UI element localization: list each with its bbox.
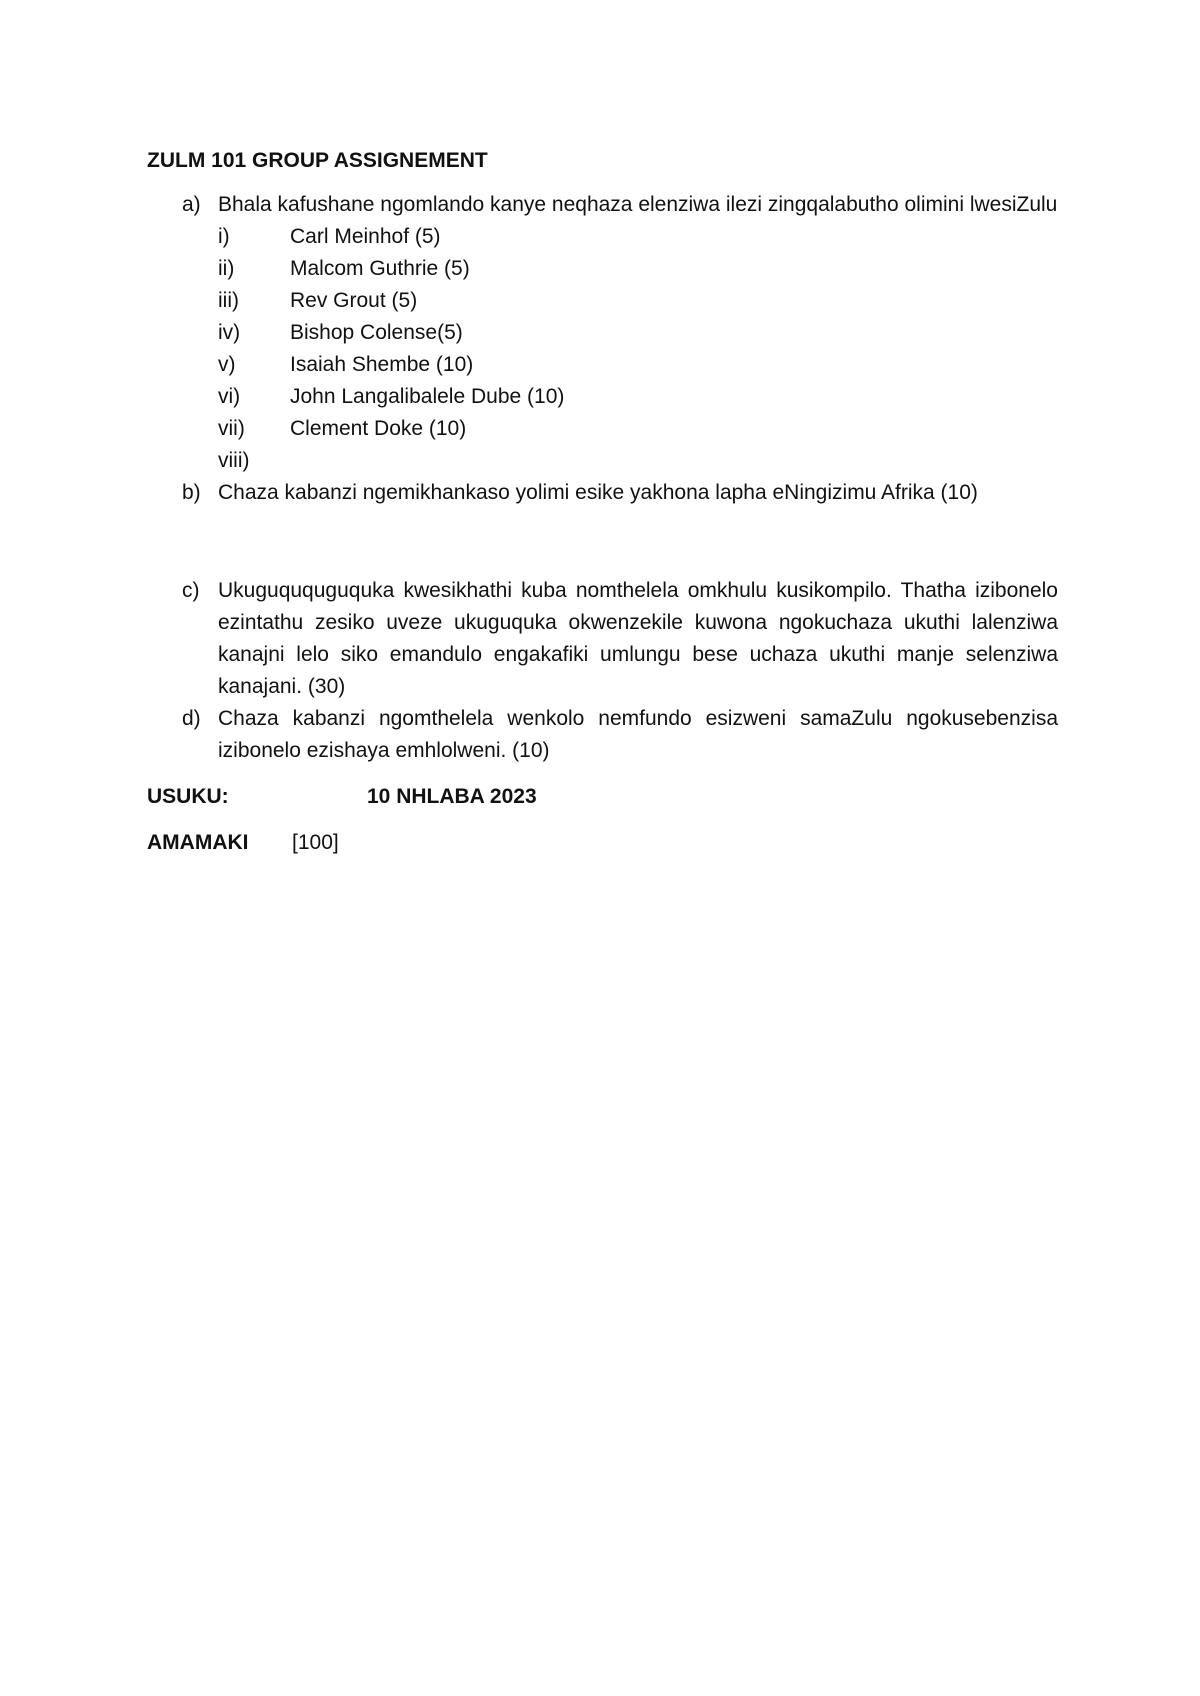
document-content (147, 145, 1058, 859)
subitem-label: iii) (218, 289, 239, 312)
subitem-text: Carl Meinhof (5) (290, 225, 441, 248)
subitem-label: vii) (218, 417, 245, 440)
date-label: USUKU: (147, 785, 229, 808)
subitem-text: John Langalibalele Dube (10) (290, 385, 565, 408)
subitem-text: Isaiah Shembe (10) (290, 353, 474, 376)
question-a-body (218, 189, 1058, 477)
question-c (147, 575, 1058, 703)
subitem (218, 317, 1058, 349)
question-d (147, 703, 1058, 767)
subitem-text (290, 445, 1058, 477)
subitem-label: ii) (218, 257, 235, 280)
subitem-text: Malcom Guthrie (5) (290, 257, 470, 280)
marks-label: AMAMAKI (147, 831, 249, 854)
question-a-subitems (218, 221, 1058, 477)
subitem-text: Bishop Colense(5) (290, 321, 463, 344)
subitem (218, 221, 1058, 253)
date-row (147, 781, 1058, 813)
question-b-text: Chaza kabanzi ngemikhankaso yolimi esike yakhona lapha eNingizimu Afrika (10) (218, 481, 978, 504)
question-d-label: d) (182, 707, 201, 730)
subitem (218, 445, 1058, 477)
question-b-label: b) (182, 481, 201, 504)
subitem (218, 253, 1058, 285)
subitem-label: viii) (218, 449, 250, 472)
subitem-text: Clement Doke (10) (290, 417, 467, 440)
question-d-text: Chaza kabanzi ngomthelela wenkolo nemfundo esizweni samaZulu ngokusebenzisa izibonelo ezishaya emhlolweni. (10) (218, 707, 1058, 762)
subitem (218, 413, 1058, 445)
subitem-label: i) (218, 225, 230, 248)
subitem-label: iv) (218, 321, 241, 344)
marks-value: [100] (292, 831, 339, 854)
question-a-text: Bhala kafushane ngomlando kanye neqhaza elenziwa ilezi zingqalabutho olimini lwesiZulu (218, 193, 1058, 216)
spacer (147, 509, 1058, 575)
subitem-label: v) (218, 353, 236, 376)
subitem (218, 381, 1058, 413)
question-a (147, 189, 1058, 477)
question-a-label: a) (182, 193, 201, 216)
subitem (218, 349, 1058, 381)
date-value: 10 NHLABA 2023 (367, 785, 537, 808)
subitem-label: vi) (218, 385, 241, 408)
question-c-text: Ukuguququguquka kwesikhathi kuba nomthelela omkhulu kusikompilo. Thatha izibonelo ezintathu zesiko uveze ukuguquka okwenzekile kuwona ngokuchaza ukuthi lalenziwa kanajni lelo siko emandulo engakafiki umlungu bese uchaza ukuthi manje selenziwa kanajani. (30) (218, 579, 1058, 698)
question-c-label: c) (182, 579, 200, 602)
document-title: ZULM 101 GROUP ASSIGNEMENT (147, 149, 488, 172)
marks-row (147, 827, 1058, 859)
question-b (147, 477, 1058, 509)
subitem-text: Rev Grout (5) (290, 289, 418, 312)
subitem (218, 285, 1058, 317)
